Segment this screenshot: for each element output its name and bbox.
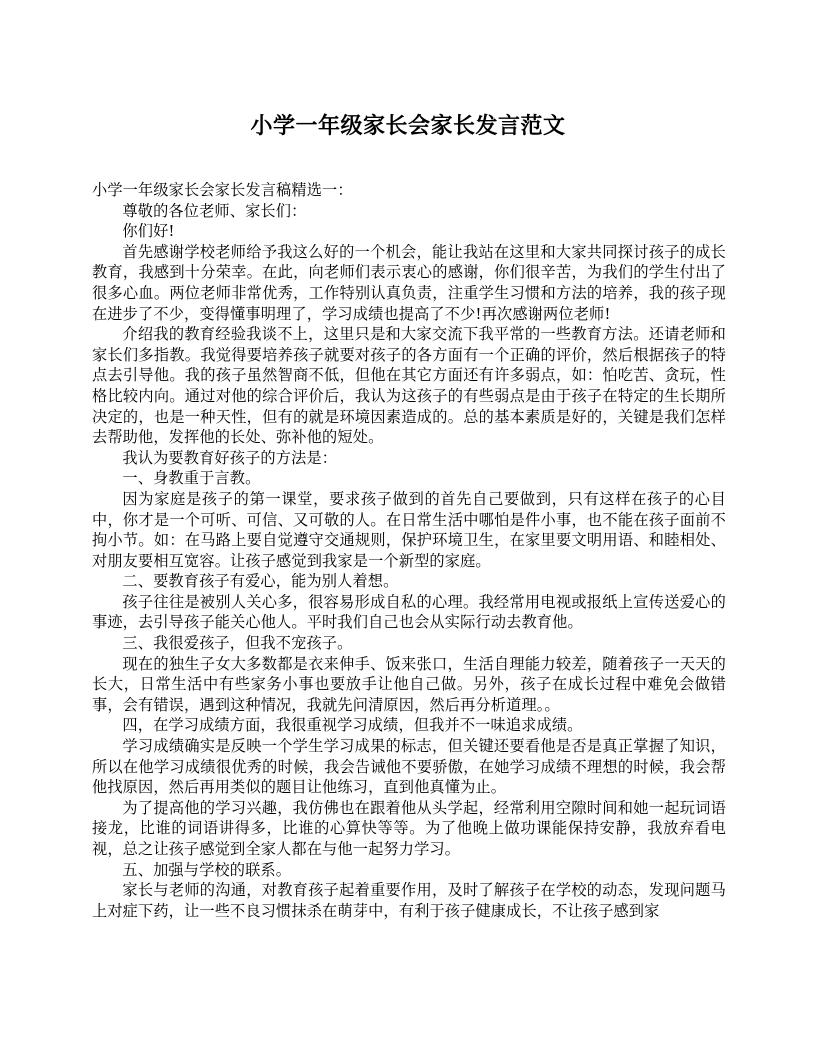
document-paragraph: 尊敬的各位老师、家长们： (122, 201, 307, 220)
document-body (92, 180, 726, 921)
document-paragraph: 二、要教育孩子有爱心，能为别人着想。 (122, 572, 399, 591)
document-paragraph: 我认为要教育好孩子的方法是： (122, 448, 338, 467)
document-paragraph: 学习成绩确实是反映一个学生学习成果的标志，但关键还要看他是否是真正掌握了知识，所以在他学习成绩很优秀的时候，我会告诫他不要骄傲，在她学习成绩不理想的时候，我会帮他找原因，然后再用类似的题目让他练习，直到他真懂为止。 (92, 737, 726, 797)
document-paragraph: 一、身教重于言教。 (122, 469, 261, 488)
document-paragraph: 现在的独生子女大多数都是衣来伸手、饭来张口，生活自理能力较差，随着孩子一天天的长大，日常生活中有些家务小事也要放手让他自己做。另外，孩子在成长过程中难免会做错事，会有错误，遇到这种情况，我就先问清原因，然后再分析道理。。 (92, 654, 726, 714)
document-paragraph: 因为家庭是孩子的第一课堂，要求孩子做到的首先自己要做到，只有这样在孩子的心目中，你才是一个可听、可信、又可敬的人。在日常生活中哪怕是件小事，也不能在孩子面前不拘小节。如：在马路上要自觉遵守交通规则，保护环境卫生，在家里要文明用语、和睦相处、对朋友要相互宽容。让孩子感觉到我家是一个新型的家庭。 (92, 489, 726, 570)
document-paragraph: 为了提高他的学习兴趣，我仿佛也在跟着他从头学起，经常利用空隙时间和她一起玩词语接龙，比谁的词语讲得多，比谁的心算快等等。为了他晚上做功课能保持安静，我放弃看电视，总之让孩子感觉到全家人都在与他一起努力学习。 (92, 798, 726, 858)
document-paragraph: 介绍我的教育经验我谈不上，这里只是和大家交流下我平常的一些教育方法。还请老师和家长们多指教。我觉得要培养孩子就要对孩子的各方面有一个正确的评价，然后根据孩子的特点去引导他。我的孩子虽然智商不低，但他在其它方面还有许多弱点，如：怕吃苦、贪玩，性格比较内向。通过对他的综合评价后，我认为这孩子的有些弱点是由于孩子在特定的生长期所决定的，也是一种天性，但有的就是环境因素造成的。总的基本素质是好的，关键是我们怎样去帮助他，发挥他的长处、弥补他的短处。 (92, 325, 726, 447)
document-paragraph: 三、我很爱孩子，但我不宠孩子。 (122, 634, 353, 653)
document-paragraph: 孩子往往是被别人关心多，很容易形成自私的心理。我经常用电视或报纸上宣传送爱心的事迹，去引导孩子能关心他人。平时我们自己也会从实际行动去教育他。 (92, 592, 726, 632)
document-paragraph: 家长与老师的沟通，对教育孩子起着重要作用，及时了解孩子在学校的动态，发现问题马上对症下药，让一些不良习惯抹杀在萌芽中，有利于孩子健康成长，不让孩子感到家 (92, 881, 726, 920)
document-paragraph: 五、加强与学校的联系。 (122, 860, 292, 879)
document-paragraph: 你们好! (122, 222, 175, 241)
document-paragraph: 小学一年级家长会家长发言稿精选一： (92, 181, 353, 199)
page-title: 小学一年级家长会家长发言范文 (250, 112, 566, 139)
document-paragraph: 四，在学习成绩方面，我很重视学习成绩，但我并不一味追求成绩。 (122, 716, 583, 735)
document-paragraph: 首先感谢学校老师给予我这么好的一个机会，能让我站在这里和大家共同探讨孩子的成长教育，我感到十分荣幸。在此，向老师们表示衷心的感谢，你们很辛苦，为我们的学生付出了很多心血。两位老师非常优秀，工作特别认真负责，注重学生习惯和方法的培养，我的孩子现在进步了不少，变得懂事明理了，学习成绩也提高了不少!再次感谢两位老师! (92, 242, 726, 323)
